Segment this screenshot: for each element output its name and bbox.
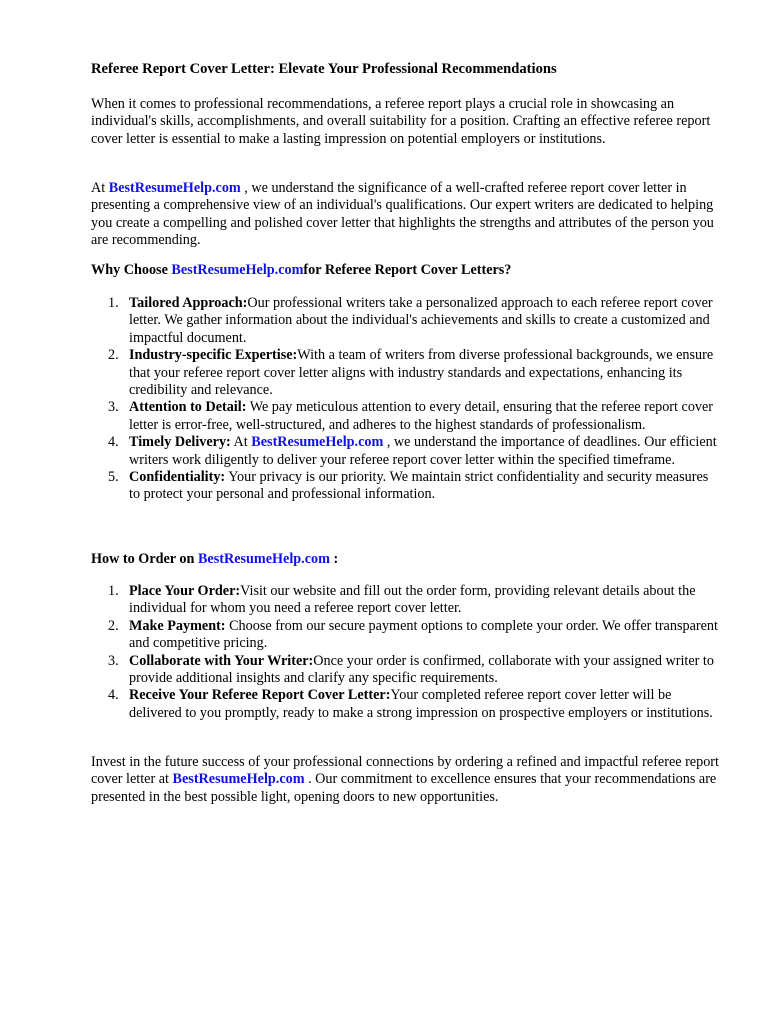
- order-pre: How to Order on: [91, 551, 198, 567]
- list-text: Choose from our secure payment options to complete your order. We offer transparent and competitive pricing.: [129, 617, 718, 652]
- about-pre: At: [91, 180, 109, 196]
- list-text: Your completed referee report cover letter will be delivered to you promptly, ready to make a strong impression on prospective employers or institutions.: [129, 687, 713, 721]
- about-post: , we understand the significance of a well-crafted referee report cover letter in presenting a comprehensive view of an individual's qualifications. Our expert writers are dedicated to helping you create a compelling and polished cover letter that highlights the strengths and attributes of the person you are recommending.: [91, 180, 714, 249]
- list-term: Tailored Approach:: [129, 295, 248, 311]
- list-number: 2.: [108, 617, 119, 634]
- list-number: 3.: [108, 399, 119, 416]
- intro-paragraph: When it comes to professional recommendations, a referee report plays a crucial role in showcasing an individual's skills, accomplishments, and overall suitability for a position. Crafting an effective referee report cover letter is essential to make a lasting impression on potential employers or institutions.: [91, 96, 711, 147]
- how-to-order-heading: [91, 551, 338, 568]
- list-item: [0, 347, 720, 399]
- list-number: 2.: [108, 347, 119, 364]
- why-choose-heading: [91, 262, 511, 279]
- list-number: 1.: [108, 583, 119, 599]
- list-term: Place Your Order:: [129, 583, 241, 599]
- list-item: [0, 583, 720, 618]
- list-term: Receive Your Referee Report Cover Letter:: [129, 687, 391, 704]
- list-text: Your privacy is our priority. We maintain strict confidentiality and security measures to protect your personal and professional information.: [129, 469, 709, 503]
- page-title: Referee Report Cover Letter: Elevate Your Professional Recommendations: [91, 61, 557, 77]
- list-item: [0, 434, 720, 469]
- why-choose-list: [0, 295, 720, 504]
- order-post: :: [329, 551, 339, 567]
- list-term: Confidentiality:: [129, 469, 226, 486]
- list-number: 3.: [108, 652, 119, 669]
- bestresumehelp-link[interactable]: BestResumeHelp.com: [172, 771, 305, 788]
- list-text: We pay meticulous attention to every detail, ensuring that the referee report cover letter is error-free, well-structured, and adheres to the highest standards of professionalism.: [129, 399, 714, 433]
- closing-pre: Invest in the future success of your professional connections by ordering a refined and impactful referee report cover letter at: [91, 754, 719, 788]
- bestresumehelp-link[interactable]: BestResumeHelp.com: [197, 551, 330, 567]
- list-text: Once your order is confirmed, collaborate with your assigned writer to provide additional insights and clarify any specific requirements.: [129, 652, 714, 687]
- why-post: for Referee Report Cover Letters?: [303, 262, 512, 278]
- list-number: 5.: [108, 469, 119, 486]
- list-term: Attention to Detail:: [129, 399, 247, 416]
- list-pre: At: [230, 434, 252, 451]
- list-text: Our professional writers take a personalized approach to each referee report cover letter. We gather information about the individual's achievements and skills to create a customized and impactful document.: [129, 295, 713, 346]
- bestresumehelp-link[interactable]: BestResumeHelp.com: [171, 262, 304, 278]
- list-item: [0, 469, 720, 504]
- closing-post: . Our commitment to excellence ensures that your recommendations are presented in the best possible light, opening doors to new opportunities.: [91, 771, 717, 805]
- list-item: [0, 653, 720, 688]
- list-item: [0, 295, 720, 347]
- list-term: Industry-specific Expertise:: [129, 347, 298, 364]
- list-number: 4.: [108, 687, 119, 704]
- list-term: Make Payment:: [129, 617, 226, 634]
- list-text: , we understand the importance of deadlines. Our efficient writers work diligently to deliver your referee report cover letter within the specified timeframe.: [129, 434, 717, 468]
- list-text: With a team of writers from diverse professional backgrounds, we ensure that your referee report cover letter aligns with industry standards and expectations, enhancing its credibility and relevance.: [129, 347, 714, 399]
- list-item: [0, 687, 720, 722]
- list-item: [0, 399, 720, 434]
- how-to-order-list: [0, 583, 720, 722]
- list-term: Timely Delivery:: [129, 434, 231, 451]
- list-item: [0, 618, 720, 653]
- bestresumehelp-link[interactable]: BestResumeHelp.com: [108, 180, 241, 196]
- why-pre: Why Choose: [91, 262, 172, 278]
- list-term: Collaborate with Your Writer:: [129, 652, 314, 669]
- list-number: 4.: [108, 434, 119, 451]
- list-number: 1.: [108, 295, 119, 311]
- bestresumehelp-link[interactable]: BestResumeHelp.com: [251, 434, 384, 451]
- closing-paragraph: [91, 754, 721, 806]
- about-paragraph: [91, 180, 721, 250]
- list-text: Visit our website and fill out the order form, providing relevant details about the individual for whom you need a referee report cover letter.: [129, 583, 696, 617]
